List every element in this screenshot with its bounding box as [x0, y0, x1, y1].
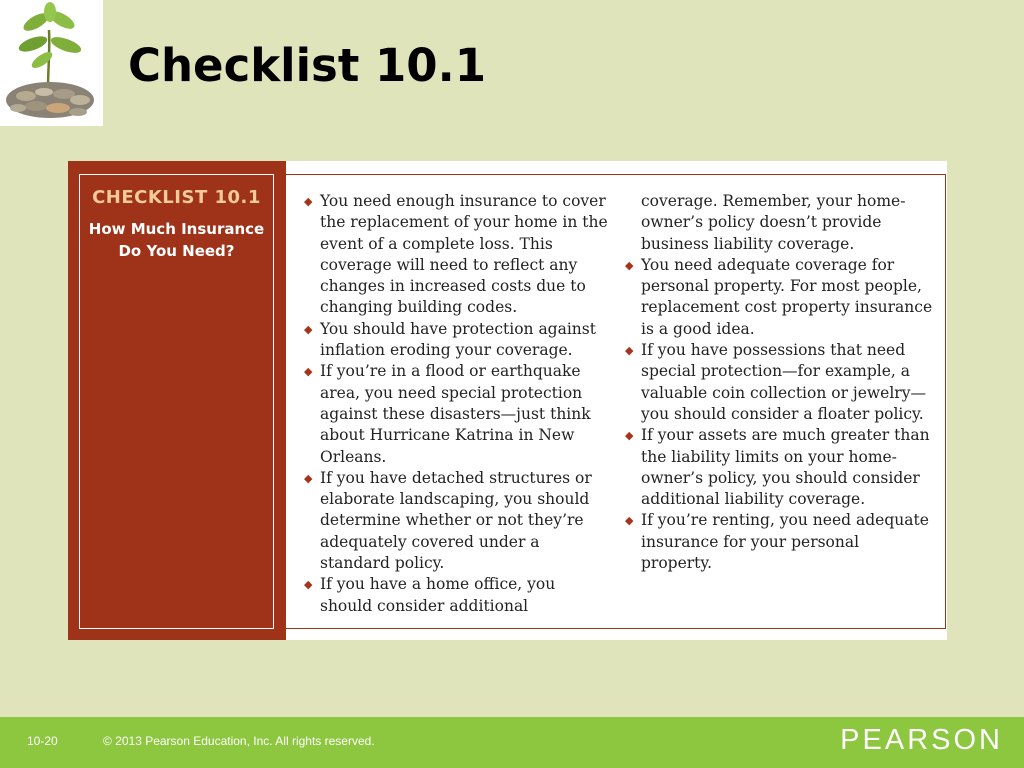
plant-coins-icon — [0, 0, 103, 126]
list-item — [304, 574, 612, 617]
side-panel-frame — [79, 174, 274, 629]
list-item-text: If you’re in a flood or earthquake area, you need special protection against these disasters—just think about Hurricane Katrina in New Orleans. — [320, 362, 591, 466]
diamond-bullet-icon: ◆ — [304, 195, 313, 208]
list-item-text: You should have protection against inflation eroding your coverage. — [320, 319, 596, 360]
list-item-text: If you have detached structures or elaborate landscaping, you should determine whether or not they’re adequately covered under a standard policy. — [320, 468, 592, 573]
list-item-text: If you have possessions that need special protection—for example, a valuable coin collection or jewelry—you should consider a floater policy. — [641, 341, 926, 423]
slide-title: Checklist 10.1 — [128, 39, 487, 92]
list-item — [625, 340, 935, 425]
copyright-notice: © 2013 Pearson Education, Inc. All rights reserved. — [103, 734, 375, 748]
diamond-bullet-icon: ◆ — [304, 578, 313, 592]
list-item-text: You need enough insurance to cover the replacement of your home in the event of a complete loss. This coverage will need to reflect any changes in increased costs due to changing building codes. — [320, 192, 608, 317]
list-item — [304, 361, 612, 467]
diamond-bullet-icon: ◆ — [625, 258, 634, 272]
diamond-bullet-icon: ◆ — [625, 514, 634, 528]
checklist-subtitle: How Much Insurance Do You Need? — [88, 220, 265, 260]
list-item — [304, 468, 612, 574]
diamond-bullet-icon: ◆ — [625, 429, 634, 443]
list-item — [304, 319, 612, 362]
list-item-text: If you have a home office, you should consider additional — [320, 575, 556, 615]
list-item-continuation: coverage. Remember, your home-owner’s policy doesn’t provide business liability coverage. — [641, 192, 906, 253]
checklist-content — [286, 174, 946, 629]
left-column — [304, 191, 612, 617]
list-item — [625, 255, 935, 340]
pearson-logo: PEARSON — [840, 724, 1003, 756]
list-item-text: You need adequate coverage for personal property. For most people, replacement cost property insurance is a good idea. — [641, 255, 933, 338]
list-item — [625, 510, 935, 574]
list-item — [304, 191, 612, 319]
checklist-label: CHECKLIST 10.1 — [92, 187, 261, 208]
diamond-bullet-icon: ◆ — [625, 344, 634, 358]
checklist-side-panel — [68, 161, 286, 640]
diamond-bullet-icon: ◆ — [304, 322, 313, 336]
list-item-text: If you’re renting, you need adequate insurance for your personal property. — [641, 511, 929, 573]
list-item — [625, 425, 935, 510]
right-column — [625, 191, 935, 574]
plant-coins-logo — [0, 0, 103, 126]
checklist-figure — [68, 161, 947, 640]
page-number: 10-20 — [27, 734, 58, 748]
list-item-text: If your assets are much greater than the liability limits on your home-owner’s policy, you should consider additional liability coverage. — [641, 426, 930, 509]
diamond-bullet-icon: ◆ — [304, 365, 313, 379]
slide-footer — [0, 717, 1024, 768]
diamond-bullet-icon: ◆ — [304, 471, 313, 485]
